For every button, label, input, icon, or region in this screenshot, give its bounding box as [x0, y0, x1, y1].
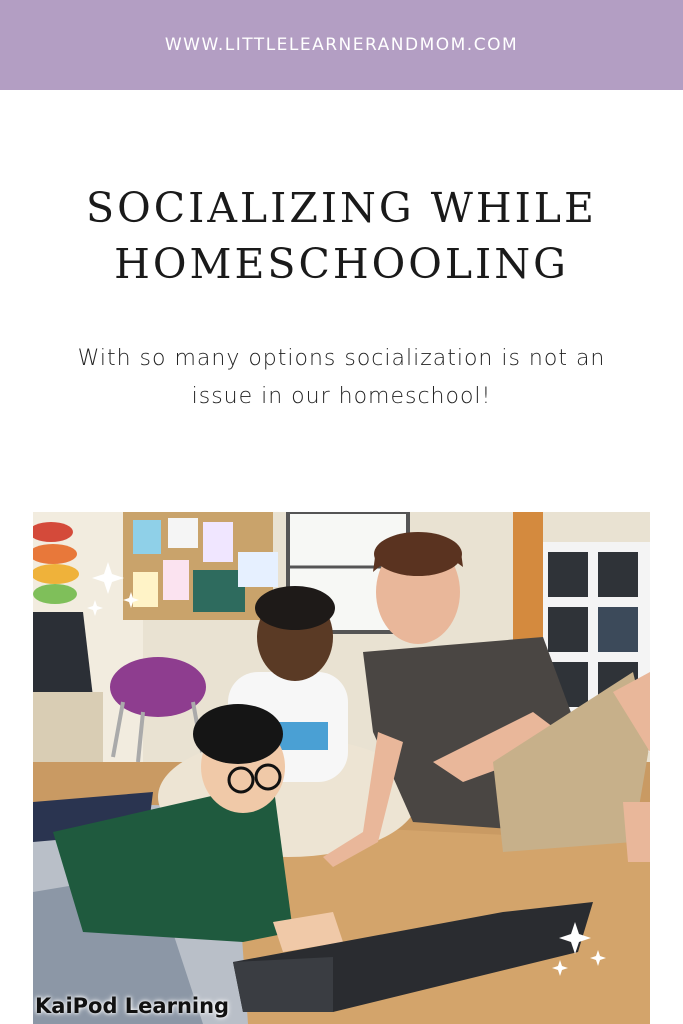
site-url[interactable]: WWW.LITTLELEARNERANDMOM.COM — [164, 35, 519, 55]
title-line-2: HOMESCHOOLING — [114, 240, 569, 288]
subtitle-line-2: issue in our homeschool! — [191, 384, 492, 409]
photo-credit: KaiPod Learning — [35, 994, 230, 1018]
classroom-photo — [33, 512, 650, 1024]
photo-illustration — [33, 512, 650, 1024]
page-title — [40, 180, 643, 292]
page-subtitle — [50, 340, 633, 416]
subtitle-line-1: With so many options socialization is not an — [77, 346, 606, 371]
title-line-1: SOCIALIZING WHILE — [86, 184, 597, 232]
site-banner — [0, 0, 683, 90]
